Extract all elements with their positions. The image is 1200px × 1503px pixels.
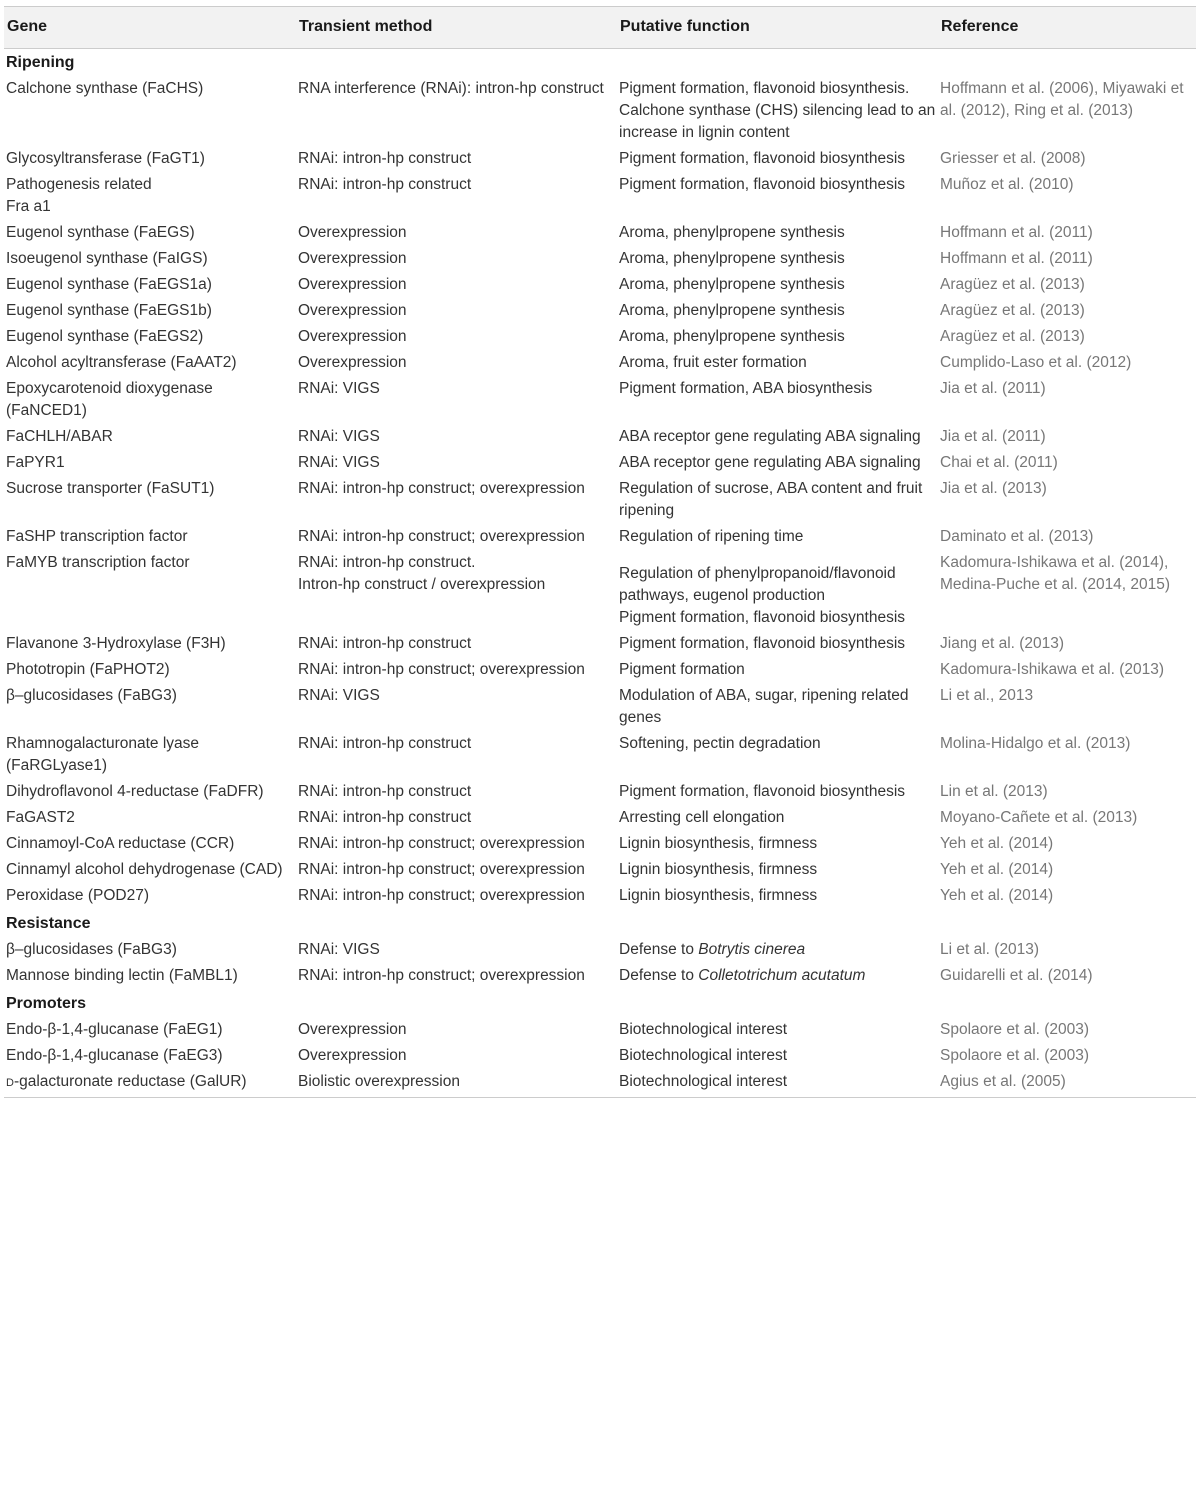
method-text: RNAi: intron-hp construct. [298,554,476,571]
function-cell [617,451,938,477]
function-cell [617,1044,938,1070]
function-cell [617,632,938,658]
reference-cell: Guidarelli et al. (2014) [940,967,1093,984]
function-cell [617,425,938,451]
gene-name: Calchone synthase (FaCHS) [6,80,204,97]
gene-cell [4,806,296,832]
reference-cell: Li et al. (2013) [940,941,1040,958]
reference-cell: Aragüez et al. (2013) [940,302,1085,319]
reference-cell: Spolaore et al. (2003) [940,1047,1090,1064]
method-cell [296,632,617,658]
gene-name: Isoeugenol synthase (FaIGS) [6,250,208,267]
gene-cell [4,425,296,451]
gene-cell [4,658,296,684]
gene-cell [4,1018,296,1044]
table-row [4,525,1196,551]
table-row [4,832,1196,858]
reference-cell: Molina-Hidalgo et al. (2013) [940,735,1131,752]
method-text: RNAi: VIGS [298,941,380,958]
function-text: Aroma, phenylpropene synthesis [619,250,845,267]
function-text: Pigment formation, flavonoid biosynthesis. [619,80,910,97]
reference-cell: Hoffmann et al. (2006), Miyawaki et al. (2012), Ring et al. (2013) [940,80,1184,119]
method-cell [296,77,617,147]
section-row [4,990,1196,1018]
reference-cell: Aragüez et al. (2013) [940,276,1085,293]
header-transient-method: Transient method [299,18,433,35]
gene-cell [4,377,296,425]
gene-name: Eugenol synthase (FaEGS1b) [6,302,212,319]
method-cell [296,221,617,247]
gene-cell [4,832,296,858]
function-text: Pigment formation, ABA biosynthesis [619,380,873,397]
method-cell [296,732,617,780]
table-row [4,377,1196,425]
gene-prefix: d [6,1073,14,1090]
function-cell [617,884,938,910]
method-cell [296,525,617,551]
gene-name: Pathogenesis related [6,176,152,193]
method-cell [296,1018,617,1044]
table-row [4,884,1196,910]
gene-name: -galacturonate reductase (GalUR) [13,1073,247,1090]
function-text: Aroma, phenylpropene synthesis [619,328,845,345]
method-text: RNAi: intron-hp construct [298,176,472,193]
method-text: Biolistic overexpression [298,1073,460,1090]
method-text: RNAi: intron-hp construct [298,783,472,800]
gene-cell [4,858,296,884]
table-row [4,551,1196,632]
reference-cell: Cumplido-Laso et al. (2012) [940,354,1132,371]
reference-cell: Lin et al. (2013) [940,783,1048,800]
table-row [4,77,1196,147]
table-body [4,49,1196,1098]
method-cell [296,658,617,684]
function-cell [617,658,938,684]
pathogen-name: Botrytis cinerea [698,941,806,958]
gene-cell [4,780,296,806]
function-text: Defense to [619,967,699,984]
reference-cell: Jia et al. (2011) [940,428,1046,445]
function-cell [617,806,938,832]
gene-cell [4,451,296,477]
reference-cell: Griesser et al. (2008) [940,150,1086,167]
gene-cell [4,325,296,351]
method-text: RNAi: intron-hp construct [298,809,472,826]
method-text-line2: Intron-hp construct / overexpression [298,576,546,593]
function-text: Pigment formation, flavonoid biosynthesis [619,783,906,800]
gene-name: Endo-β-1,4-glucanase (FaEG3) [6,1047,223,1064]
data-table [4,6,1196,1098]
method-cell [296,377,617,425]
gene-name: Sucrose transporter (FaSUT1) [6,480,215,497]
method-text: RNAi: intron-hp construct; overexpression [298,861,585,878]
function-text: Aroma, phenylpropene synthesis [619,302,845,319]
gene-cell [4,938,296,964]
function-cell [617,247,938,273]
table-row [4,780,1196,806]
gene-name: FaSHP transcription factor [6,528,188,545]
function-text: Regulation of phenylpropanoid/flavonoid pathways, eugenol production [619,565,896,604]
table-container [4,6,1196,1098]
gene-cell [4,299,296,325]
function-cell [617,832,938,858]
function-cell [617,351,938,377]
table-row [4,173,1196,221]
method-text: RNAi: intron-hp construct; overexpression [298,661,585,678]
method-text: RNAi: intron-hp construct; overexpression [298,967,585,984]
function-text: Pigment formation [619,661,745,678]
method-text: Overexpression [298,1047,407,1064]
method-text: RNAi: VIGS [298,428,380,445]
function-cell [617,684,938,732]
function-cell [617,273,938,299]
function-cell [617,525,938,551]
method-cell [296,451,617,477]
gene-cell [4,732,296,780]
reference-cell: Hoffmann et al. (2011) [940,250,1093,267]
function-cell [617,1018,938,1044]
gene-name: Endo-β-1,4-glucanase (FaEG1) [6,1021,223,1038]
gene-cell [4,351,296,377]
reference-cell: Aragüez et al. (2013) [940,328,1085,345]
table-row [4,684,1196,732]
table-row [4,632,1196,658]
function-cell [617,221,938,247]
function-cell [617,477,938,525]
method-cell [296,551,617,632]
table-row [4,273,1196,299]
pathogen-name: Colletotrichum acutatum [698,967,866,984]
table-row [4,658,1196,684]
header-gene: Gene [7,18,48,35]
reference-cell: Yeh et al. (2014) [940,861,1054,878]
method-text: RNAi: intron-hp construct [298,150,472,167]
function-text: Biotechnological interest [619,1021,788,1038]
gene-name: Cinnamyl alcohol dehydrogenase (CAD) [6,861,283,878]
table-row [4,938,1196,964]
table-row [4,451,1196,477]
method-text: RNAi: intron-hp construct; overexpression [298,887,585,904]
method-text: Overexpression [298,250,407,267]
reference-cell: Jiang et al. (2013) [940,635,1065,652]
function-text: Defense to [619,941,699,958]
method-cell [296,884,617,910]
method-text: RNAi: VIGS [298,380,380,397]
method-cell [296,832,617,858]
gene-cell [4,221,296,247]
function-cell [617,299,938,325]
header-row [4,7,1196,49]
method-cell [296,173,617,221]
function-cell [617,377,938,425]
function-cell [617,964,938,990]
reference-cell: Hoffmann et al. (2011) [940,224,1093,241]
gene-name: Epoxycarotenoid dioxygenase (FaNCED1) [6,380,213,419]
method-cell [296,780,617,806]
method-cell [296,1044,617,1070]
table-row [4,964,1196,990]
method-text: Overexpression [298,302,407,319]
function-text: Pigment formation, flavonoid biosynthesis [619,635,906,652]
gene-name: Eugenol synthase (FaEGS) [6,224,195,241]
gene-cell [4,525,296,551]
function-cell [617,551,938,632]
function-text: Lignin biosynthesis, firmness [619,861,818,878]
reference-cell: Spolaore et al. (2003) [940,1021,1090,1038]
function-cell [617,858,938,884]
method-cell [296,425,617,451]
function-cell [617,77,938,147]
reference-cell: Kadomura-Ishikawa et al. (2014), Medina-Puche et al. (2014, 2015) [940,554,1171,593]
method-text: RNA interference (RNAi): intron-hp construct [298,80,604,97]
function-text: Regulation of ripening time [619,528,804,545]
gene-name: Mannose binding lectin (FaMBL1) [6,967,238,984]
function-text: ABA receptor gene regulating ABA signaling [619,428,921,445]
function-cell [617,173,938,221]
reference-cell: Li et al., 2013 [940,687,1034,704]
reference-cell: Yeh et al. (2014) [940,887,1054,904]
gene-name: Peroxidase (POD27) [6,887,150,904]
reference-cell: Moyano-Cañete et al. (2013) [940,809,1138,826]
table-row [4,351,1196,377]
gene-cell [4,477,296,525]
method-text: Overexpression [298,354,407,371]
gene-name: Dihydroflavonol 4-reductase (FaDFR) [6,783,264,800]
method-cell [296,684,617,732]
method-text: RNAi: intron-hp construct [298,635,472,652]
reference-cell: Chai et al. (2011) [940,454,1058,471]
gene-name: Eugenol synthase (FaEGS1a) [6,276,212,293]
gene-name: Glycosyltransferase (FaGT1) [6,150,205,167]
method-text: Overexpression [298,224,407,241]
reference-cell: Kadomura-Ishikawa et al. (2013) [940,661,1165,678]
gene-cell [4,632,296,658]
gene-name: Flavanone 3-Hydroxylase (F3H) [6,635,226,652]
gene-name: β–glucosidases (FaBG3) [6,687,177,704]
function-cell [617,325,938,351]
method-text: RNAi: intron-hp construct; overexpression [298,480,585,497]
function-cell [617,147,938,173]
method-cell [296,858,617,884]
reference-cell: Jia et al. (2011) [940,380,1046,397]
function-text-line2: Calchone synthase (CHS) silencing lead to an increase in lignin content [619,102,936,141]
gene-cell [4,884,296,910]
function-text: Lignin biosynthesis, firmness [619,835,818,852]
function-text: Aroma, fruit ester formation [619,354,807,371]
header-reference: Reference [941,18,1019,35]
method-text: RNAi: VIGS [298,687,380,704]
function-text: Softening, pectin degradation [619,735,821,752]
table-row [4,732,1196,780]
function-text: Lignin biosynthesis, firmness [619,887,818,904]
method-cell [296,938,617,964]
method-text: RNAi: VIGS [298,454,380,471]
function-text-line2: Pigment formation, flavonoid biosynthesis [619,609,906,626]
section-row [4,49,1196,78]
method-cell [296,806,617,832]
table-row [4,1018,1196,1044]
reference-cell: Jia et al. (2013) [940,480,1047,497]
method-cell [296,273,617,299]
section-title: Promoters [6,995,87,1012]
gene-cell [4,273,296,299]
function-cell [617,1070,938,1098]
method-cell [296,964,617,990]
gene-cell [4,551,296,632]
table-row [4,1044,1196,1070]
gene-name: FaPYR1 [6,454,65,471]
gene-cell [4,247,296,273]
method-text: Overexpression [298,276,407,293]
method-cell [296,477,617,525]
gene-name: FaCHLH/ABAR [6,428,113,445]
reference-cell: Yeh et al. (2014) [940,835,1054,852]
gene-cell [4,173,296,221]
method-cell [296,325,617,351]
table-row [4,147,1196,173]
function-text: ABA receptor gene regulating ABA signaling [619,454,921,471]
method-text: Overexpression [298,1021,407,1038]
method-text: RNAi: intron-hp construct; overexpression [298,835,585,852]
gene-name: Eugenol synthase (FaEGS2) [6,328,204,345]
method-text: Overexpression [298,328,407,345]
gene-name: β–glucosidases (FaBG3) [6,941,177,958]
method-cell [296,299,617,325]
gene-name: Rhamnogalacturonate lyase (FaRGLyase1) [6,735,200,774]
gene-cell [4,1070,296,1098]
function-text: Modulation of ABA, sugar, ripening related genes [619,687,909,726]
reference-cell: Agius et al. (2005) [938,1070,1196,1098]
reference-cell: Muñoz et al. (2010) [940,176,1074,193]
gene-name: Alcohol acyltransferase (FaAAT2) [6,354,237,371]
section-row [4,910,1196,938]
function-cell [617,938,938,964]
table-row [4,1070,1196,1098]
table-row [4,247,1196,273]
function-text: Pigment formation, flavonoid biosynthesis [619,176,906,193]
gene-name: Cinnamoyl-CoA reductase (CCR) [6,835,235,852]
method-cell [296,1070,617,1098]
gene-name: Phototropin (FaPHOT2) [6,661,170,678]
function-cell [617,732,938,780]
function-text: Biotechnological interest [619,1047,788,1064]
function-text: Aroma, phenylpropene synthesis [619,276,845,293]
function-text: Pigment formation, flavonoid biosynthesis [619,150,906,167]
section-title: Resistance [6,915,91,932]
gene-name: FaGAST2 [6,809,75,826]
method-cell [296,247,617,273]
gene-name-line2: Fra a1 [6,198,51,215]
table-row [4,425,1196,451]
header-putative-function: Putative function [620,18,750,35]
gene-cell [4,147,296,173]
table-row [4,299,1196,325]
function-text: Regulation of sucrose, ABA content and fruit ripening [619,480,923,519]
method-text: RNAi: intron-hp construct [298,735,472,752]
function-text: Arresting cell elongation [619,809,785,826]
table-row [4,325,1196,351]
method-cell [296,351,617,377]
gene-cell [4,1044,296,1070]
gene-cell [4,964,296,990]
function-text: Aroma, phenylpropene synthesis [619,224,845,241]
function-cell [617,780,938,806]
table-row [4,221,1196,247]
function-text: Biotechnological interest [619,1073,788,1090]
gene-name: FaMYB transcription factor [6,554,190,571]
table-row [4,477,1196,525]
method-cell [296,147,617,173]
gene-cell [4,684,296,732]
method-text: RNAi: intron-hp construct; overexpression [298,528,585,545]
section-title: Ripening [6,54,75,71]
gene-cell [4,77,296,147]
table-row [4,806,1196,832]
table-row [4,858,1196,884]
reference-cell: Daminato et al. (2013) [940,528,1094,545]
